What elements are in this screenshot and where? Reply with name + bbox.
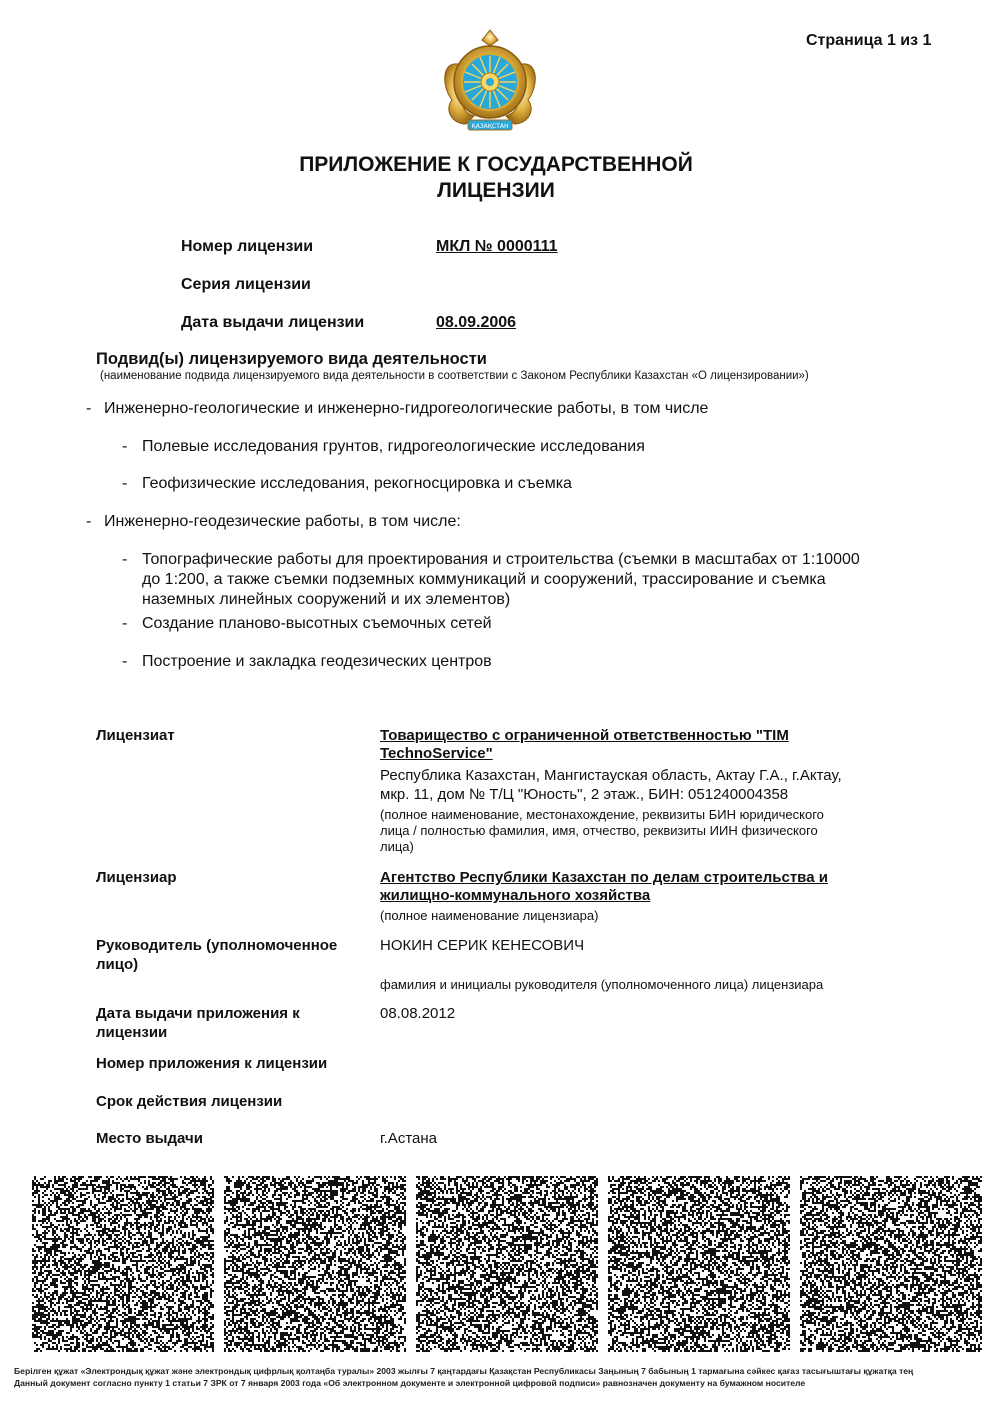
title-line-1: ПРИЛОЖЕНИЕ К ГОСУДАРСТВЕННОЙ bbox=[299, 153, 693, 176]
license-date-label: Дата выдачи лицензии bbox=[181, 314, 365, 331]
licensee-note-line-1: (полное наименование, местонахождение, реквизиты БИН юридического bbox=[380, 807, 824, 822]
list-dash: - bbox=[122, 615, 128, 632]
licensee-address-line-1: Республика Казахстан, Мангистауская область, Актау Г.А., г.Актау, bbox=[380, 767, 842, 784]
group-1-title: Инженерно-геологические и инженерно-гидрогеологические работы, в том числе bbox=[104, 400, 709, 417]
document-title bbox=[0, 152, 992, 204]
list-dash: - bbox=[122, 551, 128, 568]
appendix-date-label-line-2: лицензии bbox=[96, 1024, 168, 1041]
qr-code-icon bbox=[224, 1176, 406, 1352]
licensee-label: Лицензиат bbox=[96, 727, 175, 744]
license-date-value: 08.09.2006 bbox=[436, 314, 517, 331]
licensor-name-line-2: жилищно-коммунального хозяйства bbox=[380, 887, 651, 904]
state-emblem-icon bbox=[434, 26, 546, 138]
licensee-note-line-3: лица) bbox=[380, 839, 414, 854]
qr-code-icon bbox=[608, 1176, 790, 1352]
footer-line-2: Данный документ согласно пункту 1 статьи 7 ЗРК от 7 января 2003 года «Об электронном документе и электронной цифровой подписи» равнозначен документу на бумажном носителе bbox=[14, 1378, 806, 1388]
page-number: Страница 1 из 1 bbox=[806, 32, 932, 49]
licensee-name-line-2: TechnoService" bbox=[380, 745, 493, 762]
appendix-number-label: Номер приложения к лицензии bbox=[96, 1055, 328, 1072]
license-series-label: Серия лицензии bbox=[181, 276, 311, 293]
subtypes-header: Подвид(ы) лицензируемого вида деятельности bbox=[96, 350, 487, 368]
head-note: фамилия и инициалы руководителя (уполномоченного лица) лицензиара bbox=[380, 977, 824, 992]
group-1-item-1: Полевые исследования грунтов, гидрогеологические исследования bbox=[142, 438, 645, 455]
emblem-banner-text: ҚАЗАҚСТАН bbox=[471, 123, 509, 130]
license-number-label: Номер лицензии bbox=[181, 238, 314, 255]
subtypes-note: (наименование подвида лицензируемого вида деятельности в соответствии с Законом Республики Казахстан «О лицензировании») bbox=[100, 370, 809, 382]
licensor-name-line-1: Агентство Республики Казахстан по делам строительства и bbox=[380, 869, 828, 886]
qr-code-icon bbox=[416, 1176, 598, 1352]
list-dash: - bbox=[122, 653, 128, 670]
group-2-item-2: Создание планово-высотных съемочных сетей bbox=[142, 615, 492, 632]
head-name: НОКИН СЕРИК КЕНЕСОВИЧ bbox=[380, 937, 585, 954]
footer-line-1: Берілген құжат «Электрондық құжат және электрондық цифрлық қолтаңба туралы» 2003 жылғы 7 қаңтардағы Қазақстан Республикасы Заңының 7 бабының 1 тармағына сәйкес қағаз тасығыштағы құжатқа тең bbox=[14, 1366, 914, 1376]
license-number-value: МКЛ № 0000111 bbox=[436, 238, 558, 255]
title-line-2: ЛИЦЕНЗИИ bbox=[437, 179, 555, 202]
list-dash: - bbox=[122, 475, 128, 492]
list-dash: - bbox=[122, 438, 128, 455]
group-1-item-2: Геофизические исследования, рекогносцировка и съемка bbox=[142, 475, 572, 492]
licensor-note: (полное наименование лицензиара) bbox=[380, 908, 599, 923]
qr-code-icon bbox=[800, 1176, 982, 1352]
qr-code-icon bbox=[32, 1176, 214, 1352]
group-2-item-3: Построение и закладка геодезических центров bbox=[142, 653, 492, 670]
appendix-date-label-line-1: Дата выдачи приложения к bbox=[96, 1005, 300, 1022]
licensee-note-line-2: лица / полностью фамилия, имя, отчество, реквизиты ИИН физического bbox=[380, 823, 818, 838]
licensee-name-line-1: Товарищество с ограниченной ответственностью "TIM bbox=[380, 727, 789, 744]
licensor-label: Лицензиар bbox=[96, 869, 177, 886]
qr-code-row bbox=[32, 1176, 982, 1352]
list-dash: - bbox=[86, 513, 92, 530]
group-2-item-1-line-3: наземных линейных сооружений и их элементов) bbox=[142, 591, 511, 608]
place-value: г.Астана bbox=[380, 1130, 437, 1147]
group-2-title: Инженерно-геодезические работы, в том числе: bbox=[104, 513, 461, 530]
appendix-date-value: 08.08.2012 bbox=[380, 1005, 456, 1022]
head-label-line-2: лицо) bbox=[96, 956, 139, 973]
head-label-line-1: Руководитель (уполномоченное bbox=[96, 937, 338, 954]
group-2-item-1-line-2: до 1:200, а также съемки подземных коммуникаций и сооружений, трассирование и съемка bbox=[142, 571, 826, 588]
validity-label: Срок действия лицензии bbox=[96, 1093, 283, 1110]
group-2-item-1-line-1: Топографические работы для проектирования и строительства (съемки в масштабах от 1:10000 bbox=[142, 551, 860, 568]
place-label: Место выдачи bbox=[96, 1130, 203, 1147]
list-dash: - bbox=[86, 400, 92, 417]
licensee-address-line-2: мкр. 11, дом № Т/Ц "Юность", 2 этаж., БИН: 051240004358 bbox=[380, 786, 789, 803]
